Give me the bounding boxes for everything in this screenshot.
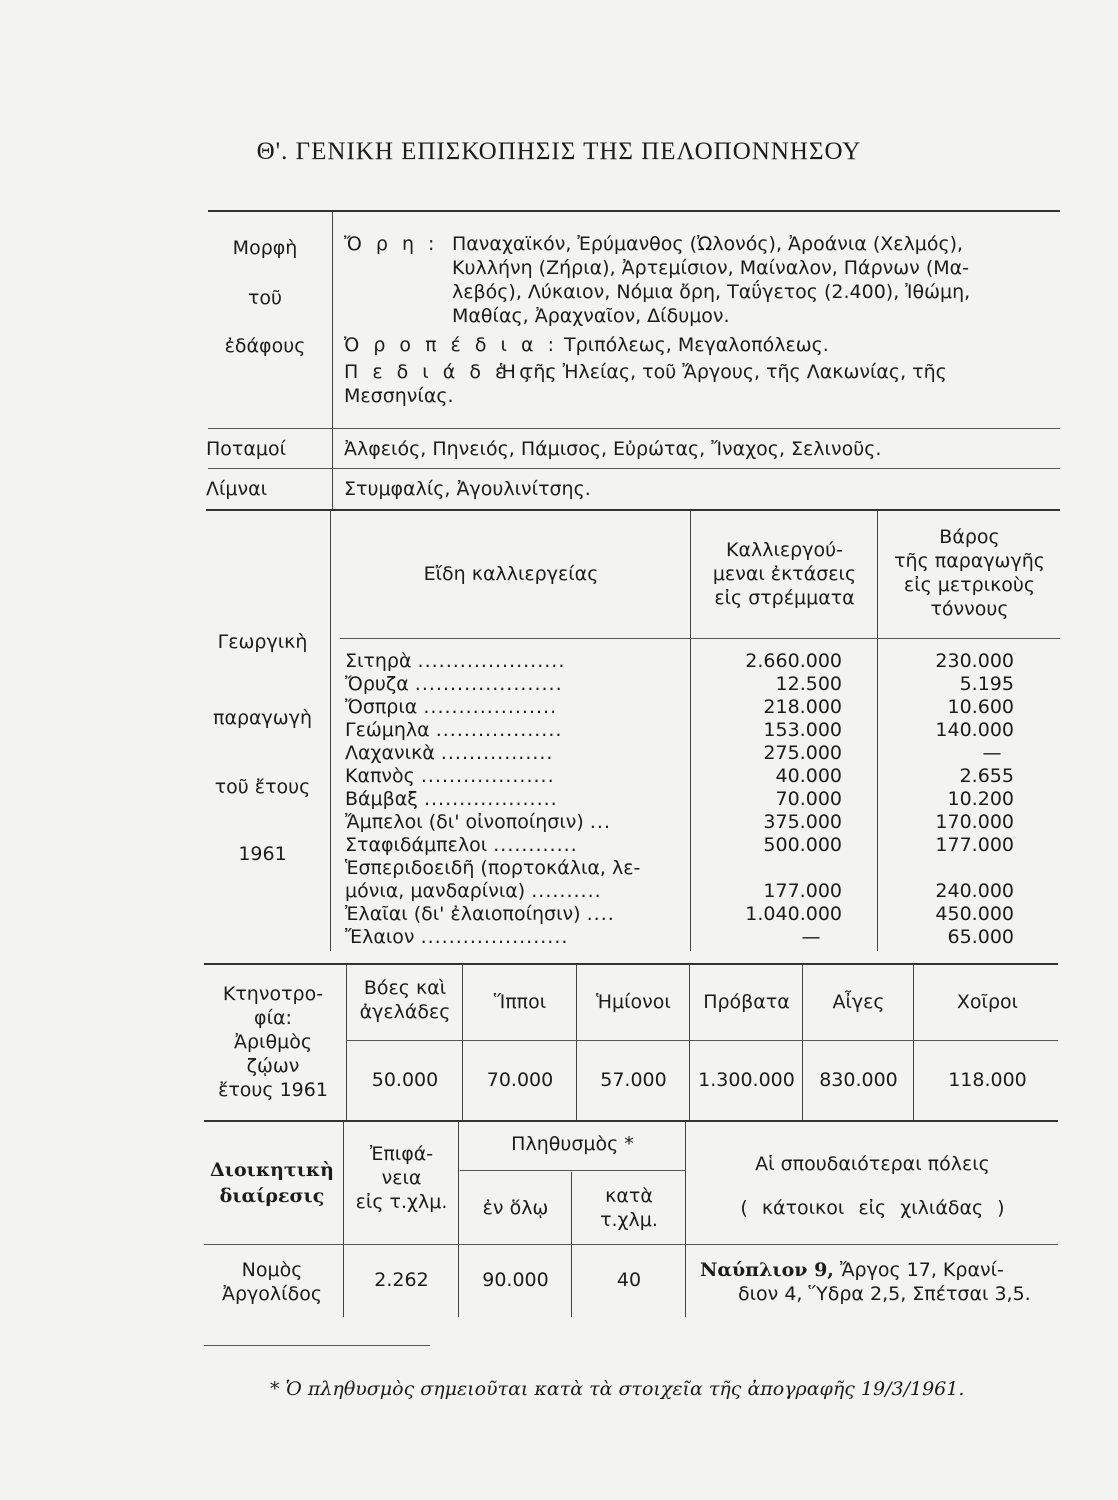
mountains-line-3: λεβός), Λύκαιον, Νόμια ὄρη, Ταΰγετος (2.400), Ἰθώμη,	[452, 281, 971, 303]
crop-weight: 10.200	[947, 788, 1014, 810]
livestock-value-cattle: 50.000	[371, 1069, 439, 1091]
mountains-line-4: Μαθίας, Ἀραχναῖον, Δίδυμον.	[452, 305, 730, 327]
crop-label: μόνια, μανδαρίνια)	[345, 880, 526, 902]
crop-name	[345, 926, 568, 949]
cities-subheader: ( κάτοικοι εἰς χιλιάδας )	[740, 1197, 1005, 1219]
agri-header-weight-2: τῆς παραγωγῆς	[894, 550, 1045, 572]
population-total-header: ἐν ὅλῳ	[482, 1197, 549, 1219]
population-header-rule	[460, 1170, 685, 1171]
crop-weight: —	[982, 742, 1002, 764]
livestock-header-cattle-2: ἀγελάδες	[359, 1001, 451, 1023]
plateaus-key: Ὀ ρ ο π έ δ ι α :	[344, 334, 558, 356]
crop-label: Ἐλαῖαι (δι' ἐλαιοποίησιν)	[345, 903, 581, 925]
crop-leader-dots: .....................	[414, 673, 563, 695]
crop-leader-dots: ...................	[423, 696, 558, 718]
crop-name	[345, 834, 578, 857]
livestock-div-6	[913, 965, 914, 1120]
crop-name	[345, 857, 640, 880]
crop-area: 70.000	[775, 788, 842, 810]
livestock-label-2: φία:	[254, 1007, 292, 1029]
crop-name	[345, 811, 611, 834]
crop-area: 12.500	[775, 673, 842, 695]
crop-leader-dots: ...................	[423, 788, 558, 810]
agri-top-rule	[206, 509, 1060, 511]
lakes-value: Στυμφαλίς, Ἀγουλινίτσης.	[344, 478, 591, 500]
population-header: Πληθυσμὸς *	[511, 1133, 634, 1155]
agri-col-divider-1	[690, 511, 691, 951]
livestock-div-4	[689, 965, 690, 1120]
livestock-div-5	[802, 965, 803, 1120]
livestock-label-1: Κτηνοτρο-	[222, 983, 324, 1005]
agri-header-weight-1: Βάρος	[939, 526, 1000, 548]
crop-weight: 140.000	[935, 719, 1014, 741]
crop-area: 2.660.000	[745, 650, 842, 672]
agri-header-weight-3: εἰς μετρικοὺς	[903, 574, 1036, 596]
crop-label: Ἑσπεριδοειδῆ (πορτοκάλια, λε-	[345, 857, 641, 879]
crop-name	[345, 650, 565, 673]
crop-label: Καπνὸς	[345, 765, 415, 787]
plains-key: Π ε δ ι ά δ ε ς :	[344, 361, 555, 383]
footnote-rule	[204, 1345, 430, 1346]
crop-area: 177.000	[763, 880, 842, 902]
crop-label: Ἄμπελοι (δι' οἰνοποίησιν)	[345, 811, 584, 833]
crop-weight: 5.195	[959, 673, 1014, 695]
admin-label-2: διαίρεσις	[219, 1185, 325, 1207]
livestock-top-rule	[204, 963, 1058, 965]
livestock-value-pigs: 118.000	[948, 1069, 1027, 1091]
mountains-key: Ὄ ρ η :	[344, 233, 439, 255]
crop-label: Λαχανικὰ	[345, 742, 435, 764]
crop-leader-dots: .....................	[420, 926, 569, 948]
crop-label: Ἔλαιον	[345, 926, 415, 948]
crop-name	[345, 788, 558, 811]
admin-header-rule	[204, 1244, 1058, 1245]
crop-label: Ὄσπρια	[345, 696, 418, 718]
crop-name	[345, 765, 555, 788]
crop-weight: 230.000	[935, 650, 1014, 672]
terrain-label-3: ἐδάφους	[224, 335, 306, 357]
livestock-value-sheep: 1.300.000	[698, 1069, 795, 1091]
page-title: Θ'. ΓΕΝΙΚΗ ΕΠΙΣΚΟΠΗΣΙΣ ΤΗΣ ΠΕΛΟΠΟΝΝΗΣΟΥ	[256, 138, 862, 165]
crop-area: 153.000	[763, 719, 842, 741]
crop-leader-dots: ...................	[420, 765, 555, 787]
crop-label: Ὄρυζα	[345, 673, 409, 695]
livestock-header-mules: Ἡμίονοι	[596, 991, 671, 1013]
crop-label: Σιτηρὰ	[345, 650, 412, 672]
nome-density: 40	[616, 1269, 642, 1291]
crop-leader-dots: ..........	[531, 880, 602, 902]
area-header-3: εἰς τ.χλμ.	[355, 1191, 448, 1213]
crop-name	[345, 673, 563, 696]
cities-capital: Ναύπλιον 9,	[700, 1259, 834, 1281]
livestock-div-3	[576, 965, 577, 1120]
agri-header-area-2: μεναι ἐκτάσεις	[712, 563, 857, 585]
cities-rest: Ἄργος 17, Κρανί-	[833, 1259, 1004, 1281]
crop-name	[345, 719, 562, 742]
lakes-rule	[208, 468, 1060, 469]
crop-weight: 240.000	[935, 880, 1014, 902]
population-density-header-2: τ.χλμ.	[600, 1209, 658, 1231]
crop-weight: 170.000	[935, 811, 1014, 833]
plains-line-1: Ἡ τῆς Ἠλείας, τοῦ Ἄργους, τῆς Λακωνίας, τῆς	[500, 361, 947, 383]
livestock-div-1	[346, 965, 347, 1120]
plains-line-2: Μεσσηνίας.	[344, 385, 454, 407]
cities-header: Αἱ σπουδαιότεραι πόλεις	[755, 1153, 990, 1175]
crop-area: 1.040.000	[745, 903, 842, 925]
rivers-label: Ποταμοί	[206, 438, 287, 460]
admin-label-1: Διοικητικὴ	[210, 1159, 334, 1181]
crop-name	[345, 903, 615, 926]
crop-name	[345, 880, 602, 903]
livestock-value-horses: 70.000	[486, 1069, 554, 1091]
footnote: * Ὁ πληθυσμὸς σημειοῦται κατὰ τὰ στοιχεῖα τῆς ἀπογραφῆς 19/3/1961.	[270, 1378, 965, 1400]
crop-name	[345, 742, 553, 765]
livestock-header-sheep: Πρόβατα	[703, 991, 790, 1013]
mountains-line-2: Κυλλήνη (Ζήρια), Ἀρτεμίσιον, Μαίναλον, Πάρνων (Μα-	[452, 257, 970, 279]
crop-label: Βάμβαξ	[345, 788, 418, 810]
nome-label-1: Νομὸς	[241, 1259, 303, 1281]
livestock-value-goats: 830.000	[819, 1069, 898, 1091]
admin-div-1	[343, 1122, 344, 1317]
nome-population: 90.000	[482, 1269, 549, 1291]
agri-label-2: παραγωγὴ	[213, 707, 312, 729]
terrain-label-1: Μορφὴ	[232, 237, 298, 259]
livestock-header-goats: Αἶγες	[832, 991, 885, 1013]
plateaus-line	[344, 333, 829, 357]
terrain-label-2: τοῦ	[247, 287, 283, 309]
admin-div-4	[685, 1122, 686, 1317]
nome-area: 2.262	[374, 1269, 429, 1291]
agri-label-4: 1961	[238, 843, 287, 865]
agri-label-3: τοῦ ἔτους	[214, 776, 311, 798]
livestock-header-cattle-1: Βόες καὶ	[363, 977, 447, 999]
label-divider	[332, 212, 333, 509]
cities-line-2: διον 4, Ὕδρα 2,5, Σπέτσαι 3,5.	[738, 1283, 1031, 1305]
livestock-header-rule	[346, 1040, 1058, 1041]
area-header-2: νεια	[381, 1167, 422, 1189]
crop-leader-dots: ................	[440, 742, 554, 764]
crop-leader-dots: .....................	[417, 650, 566, 672]
agri-col-divider-2	[877, 511, 878, 951]
livestock-value-mules: 57.000	[600, 1069, 667, 1091]
table-top-rule	[208, 210, 1060, 212]
crop-area: 500.000	[763, 834, 842, 856]
crop-area: 218.000	[763, 696, 842, 718]
agri-header-rule	[340, 638, 1060, 639]
livestock-label-5: ἔτους 1961	[218, 1079, 328, 1101]
rivers-value: Ἀλφειός, Πηνειός, Πάμισος, Εὐρώτας, Ἴναχος, Σελινοῦς.	[344, 438, 882, 460]
livestock-header-horses: Ἵπποι	[493, 991, 547, 1013]
crop-label: Γεώμηλα	[345, 719, 430, 741]
crop-name	[345, 696, 557, 719]
admin-div-2	[458, 1122, 459, 1317]
admin-top-rule	[204, 1120, 1058, 1122]
agri-header-area-3: εἰς στρέμματα	[714, 587, 855, 609]
cities-line-1	[700, 1258, 1004, 1282]
crop-area: 375.000	[763, 811, 842, 833]
nome-label-2: Ἀργολίδος	[221, 1283, 322, 1305]
agri-label-1: Γεωργικὴ	[217, 631, 308, 653]
agri-header-area-1: Καλλιεργού-	[726, 539, 843, 561]
crop-weight: 2.655	[959, 765, 1014, 787]
crop-area: —	[801, 926, 821, 948]
livestock-label-4: ζῴων	[246, 1055, 300, 1077]
crop-weight: 65.000	[947, 926, 1014, 948]
crop-area: 275.000	[763, 742, 842, 764]
crop-leader-dots: ...	[589, 811, 611, 833]
agri-header-kind: Εἴδη καλλιεργείας	[423, 563, 599, 585]
rivers-rule	[208, 428, 1060, 429]
crop-weight: 177.000	[935, 834, 1014, 856]
lakes-label: Λίμναι	[206, 478, 268, 500]
agri-header-weight-4: τόννους	[930, 598, 1009, 620]
crop-area: 40.000	[775, 765, 842, 787]
livestock-header-pigs: Χοῖροι	[956, 991, 1019, 1013]
livestock-div-2	[462, 965, 463, 1120]
area-header-1: Ἐπιφά-	[369, 1143, 434, 1165]
crop-leader-dots: ............	[493, 834, 578, 856]
mountains-line-1: Παναχαϊκόν, Ἐρύμανθος (Ὠλονός), Ἀροάνια (Χελμός),	[452, 233, 964, 255]
agri-label-divider	[330, 511, 331, 951]
livestock-label-3: Ἀριθμὸς	[234, 1031, 312, 1053]
crop-weight: 450.000	[935, 903, 1014, 925]
crop-leader-dots: ..................	[435, 719, 563, 741]
crop-weight: 10.600	[947, 696, 1014, 718]
population-density-header-1: κατὰ	[605, 1185, 653, 1207]
plateaus-value: Τριπόλεως, Μεγαλοπόλεως.	[564, 334, 829, 356]
crop-leader-dots: ....	[586, 903, 615, 925]
crop-label: Σταφιδάμπελοι	[345, 834, 488, 856]
